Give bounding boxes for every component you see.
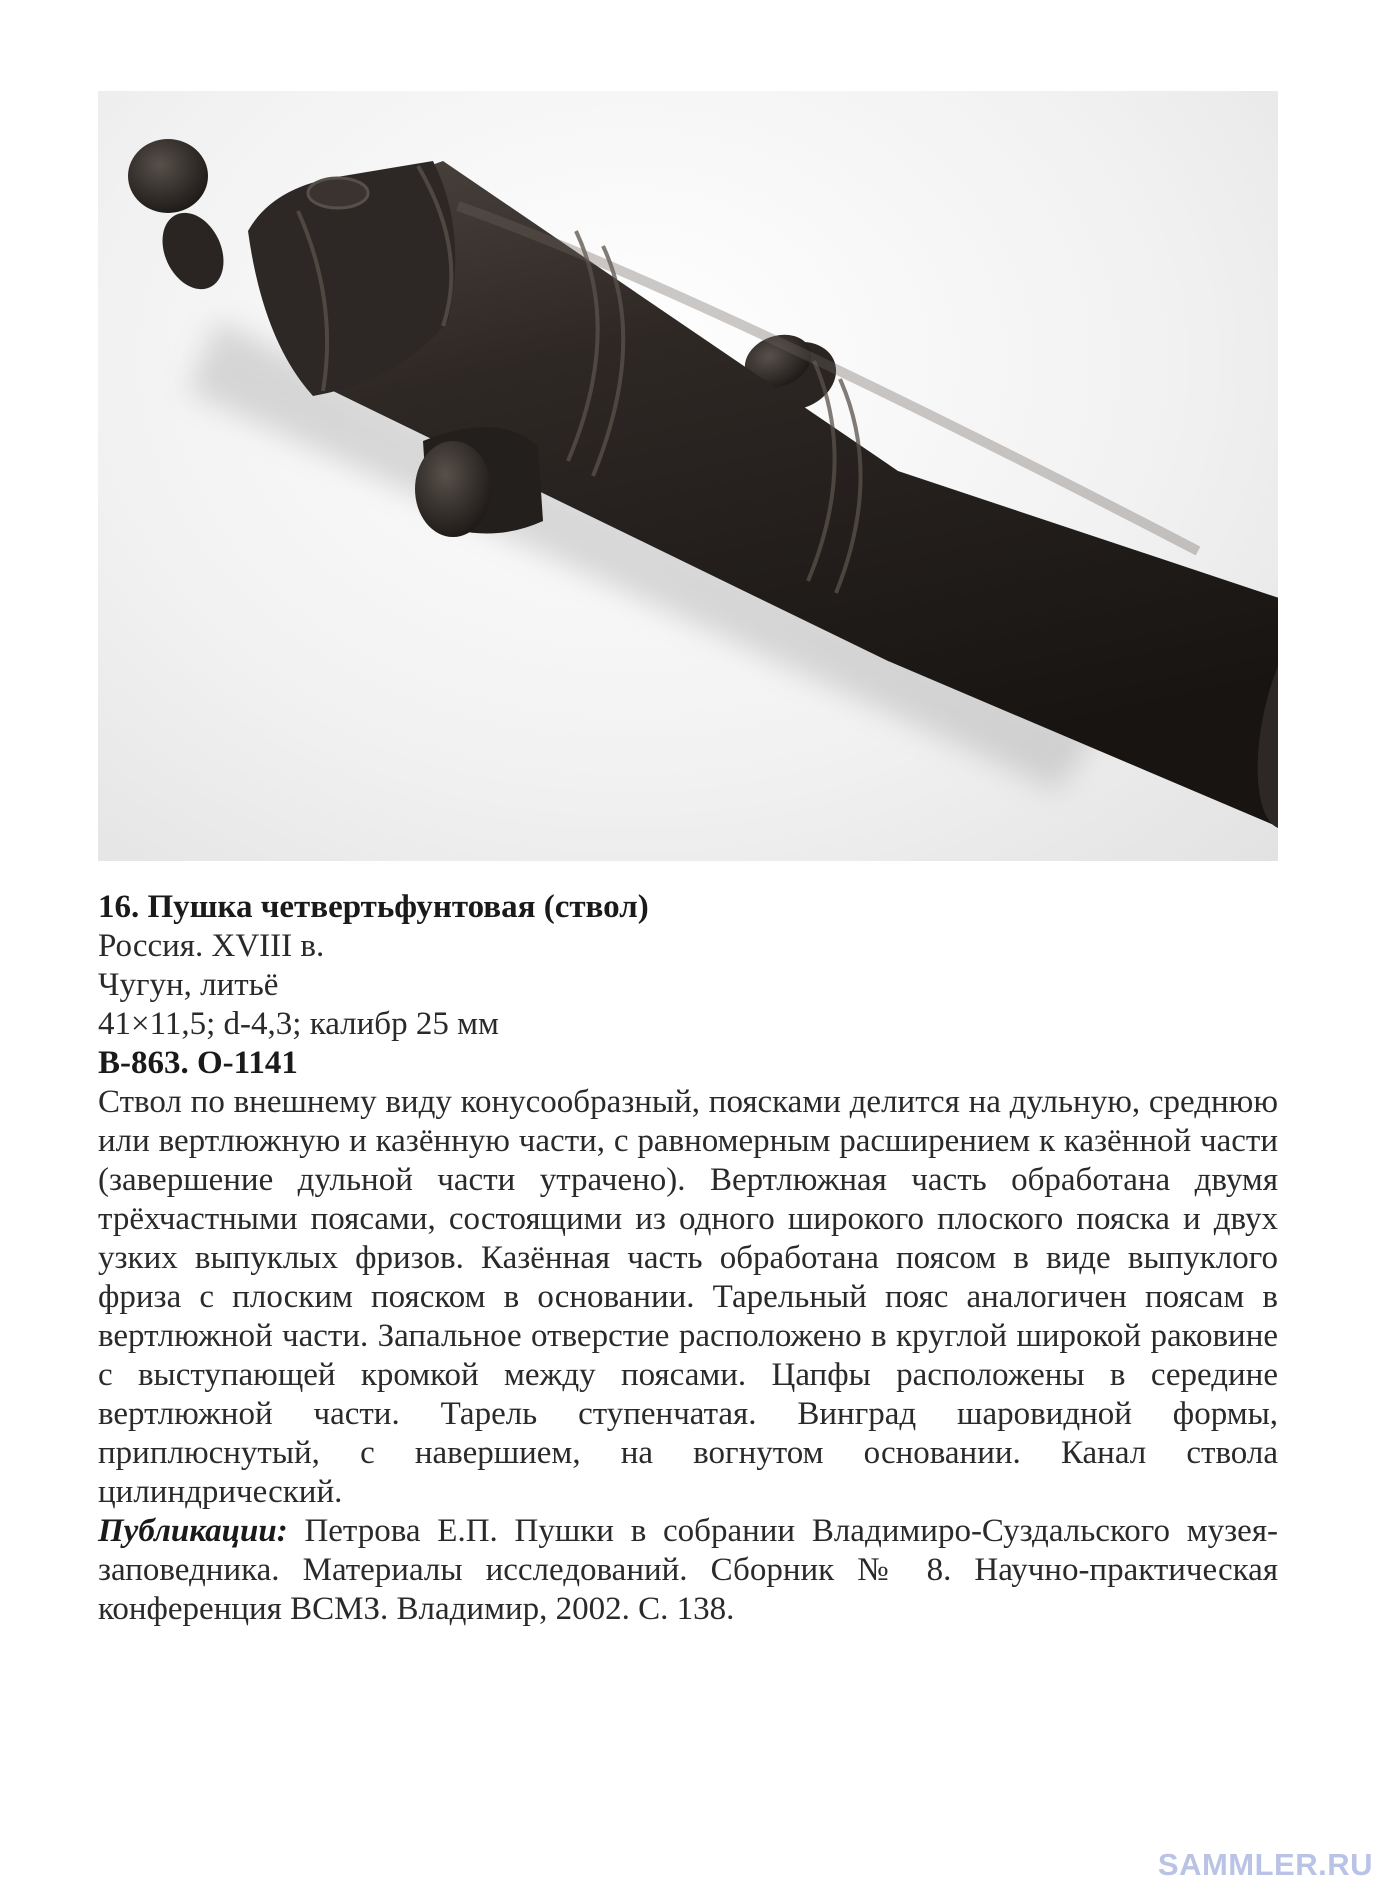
entry-description: Ствол по внешнему виду конусообразный, поясками делится на дульную, среднюю или вертлюжную и казённую части, с равномерным расширением к казённой части (завершение дульной части утрачено). Вертлюжная часть обработана двумя трёхчастными поясами, состоящими из одного широкого плоского пояска и двух узких выпуклых фризов. Казённая часть обработана поясом в виде выпуклого фриза с плоским пояском в основании. Тарельный пояс аналогичен поясам в вертлюжной части. Запальное отверстие расположено в круглой широкой раковине с выступающей кромкой между поясами. Цапфы расположены в середине вертлюжной части. Тарель ступенчатая. Винград шаровидной формы, приплюснутый, с навершием, на вогнутом основании. Канал ствола цилиндрический. xyxy=(98,1084,1278,1510)
entry-title: 16. Пушка четвертьфунтовая (ствол) xyxy=(98,889,649,925)
entry-inventory-number: В-863. О-1141 xyxy=(98,1045,298,1081)
entry-material: Чугун, литьё xyxy=(98,967,279,1003)
site-watermark: SAMMLER.RU xyxy=(1157,1847,1373,1882)
cannon-photo xyxy=(98,91,1278,861)
publications-text: Петрова Е.П. Пушки в собрании Владимиро-Суздальского музея-заповедника. Материалы исследований. Сборник № 8. Научно-практическая конференция ВСМЗ. Владимир, 2002. С. 138. xyxy=(98,1513,1278,1627)
cascabel-knob xyxy=(128,139,235,299)
publications-label: Публикации: xyxy=(98,1513,288,1549)
vent-hole xyxy=(308,178,368,208)
entry-publications xyxy=(98,1512,1278,1629)
trunnion-front xyxy=(415,427,543,537)
cannon-barrel-illustration xyxy=(98,91,1278,861)
catalog-caption xyxy=(98,888,1278,1629)
entry-origin: Россия. XVIII в. xyxy=(98,928,325,964)
entry-dimensions: 41×11,5; d-4,3; калибр 25 мм xyxy=(98,1006,499,1042)
